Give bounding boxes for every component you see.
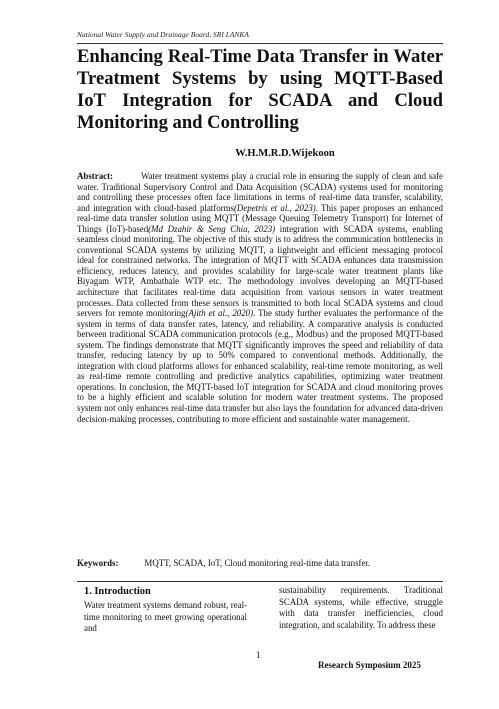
abstract — [77, 171, 443, 424]
abstract-citation-1: (Depetris et al., 2023) — [233, 202, 316, 213]
section-divider — [77, 581, 443, 582]
keywords-label: Keywords: — [77, 558, 119, 568]
introduction-right-column: sustainability requirements. Traditional SCADA systems, while effective, struggle with data transfer inefficiencies, cloud integration, and scalability. To address these — [279, 585, 443, 631]
keywords — [77, 558, 443, 569]
keywords-text: MQTT, SCADA, IoT, Cloud monitoring real-time data transfer. — [144, 558, 371, 568]
abstract-label: Abstract: — [77, 171, 113, 181]
abstract-text-1: Water treatment systems play a crucial role in ensuring the supply of clean and safe water. Traditional Supervisory Control and Data Acquisition (SCADA) systems used for monitoring and controlling these processes often face limitations in terms of real-time data transfer, scalability, and integration with cloud-based platforms — [77, 171, 443, 213]
page-number: 1 — [256, 650, 261, 660]
author-name: W.H.M.R.D.Wijekoon — [235, 148, 335, 159]
section-heading-introduction: 1. Introduction — [84, 586, 151, 597]
paper-title: Enhancing Real-Time Data Transfer in Water Treatment Systems by using MQTT-Based IoT Integration for SCADA and Cloud Monitoring and Controlling — [77, 46, 443, 133]
footer-symposium: Research Symposium 2025 — [318, 660, 421, 670]
abstract-text-3: integration with SCADA systems, enabling seamless cloud monitoring. The objective of this study is to address the communication bottlenecks in conventional SCADA systems by utilizing MQTT, a lightweight and efficient messaging protocol ideal for constrained networks. The integration of MQTT with SCADA enhances data transmission efficiency, reduces latency, and provides scalability for large-scale water treatment plants like Biyagam WTP, Ambathale WTP etc. The methodology involves developing an MQTT-based architecture that facilitates real-time data acquisition from various sensors in water treatment processes. Data collected from these sensors is transmitted to both local SCADA systems and cloud servers for remote monitoring — [77, 223, 443, 319]
abstract-text-2: . This paper proposes an enhanced real-time data transfer solution using MQTT (Message Queuing Telemetry Transport) for Internet of Things (IoT)-based — [77, 202, 443, 234]
header-divider — [77, 43, 443, 44]
abstract-citation-2: (Md Dzahir & Seng Chia, 2023) — [148, 223, 276, 234]
abstract-text-4: . The study further evaluates the performance of the system in terms of data transfer rates, latency, and reliability. A comparative analysis is conducted between traditional SCADA communication protocols (e.g., Modbus) and the proposed MQTT-based system. The findings demonstrate that MQTT significantly improves the speed and reliability of data transfer, reducing latency by up to 50% compared to conventional methods. Additionally, the integration with cloud platforms allows for enhanced scalability, real-time remote monitoring, as well as real-time remote controlling and predictive analytics capabilities, optimizing water treatment operations. In conclusion, the MQTT-based IoT integration for SCADA and cloud monitoring proves to be a highly efficient and scalable solution for modern water treatment systems. The proposed system not only enhances real-time data transfer but also lays the foundation for advanced data-driven decision-making processes, contributing to more efficient and sustainable water management. — [77, 308, 443, 424]
journal-header: National Water Supply and Drainage Board, SRI LANKA — [77, 30, 249, 39]
introduction-left-column: Water treatment systems demand robust, real-time monitoring to meet growing operational and — [84, 600, 247, 634]
abstract-citation-3: (Ajith et al., 2020) — [185, 308, 254, 319]
